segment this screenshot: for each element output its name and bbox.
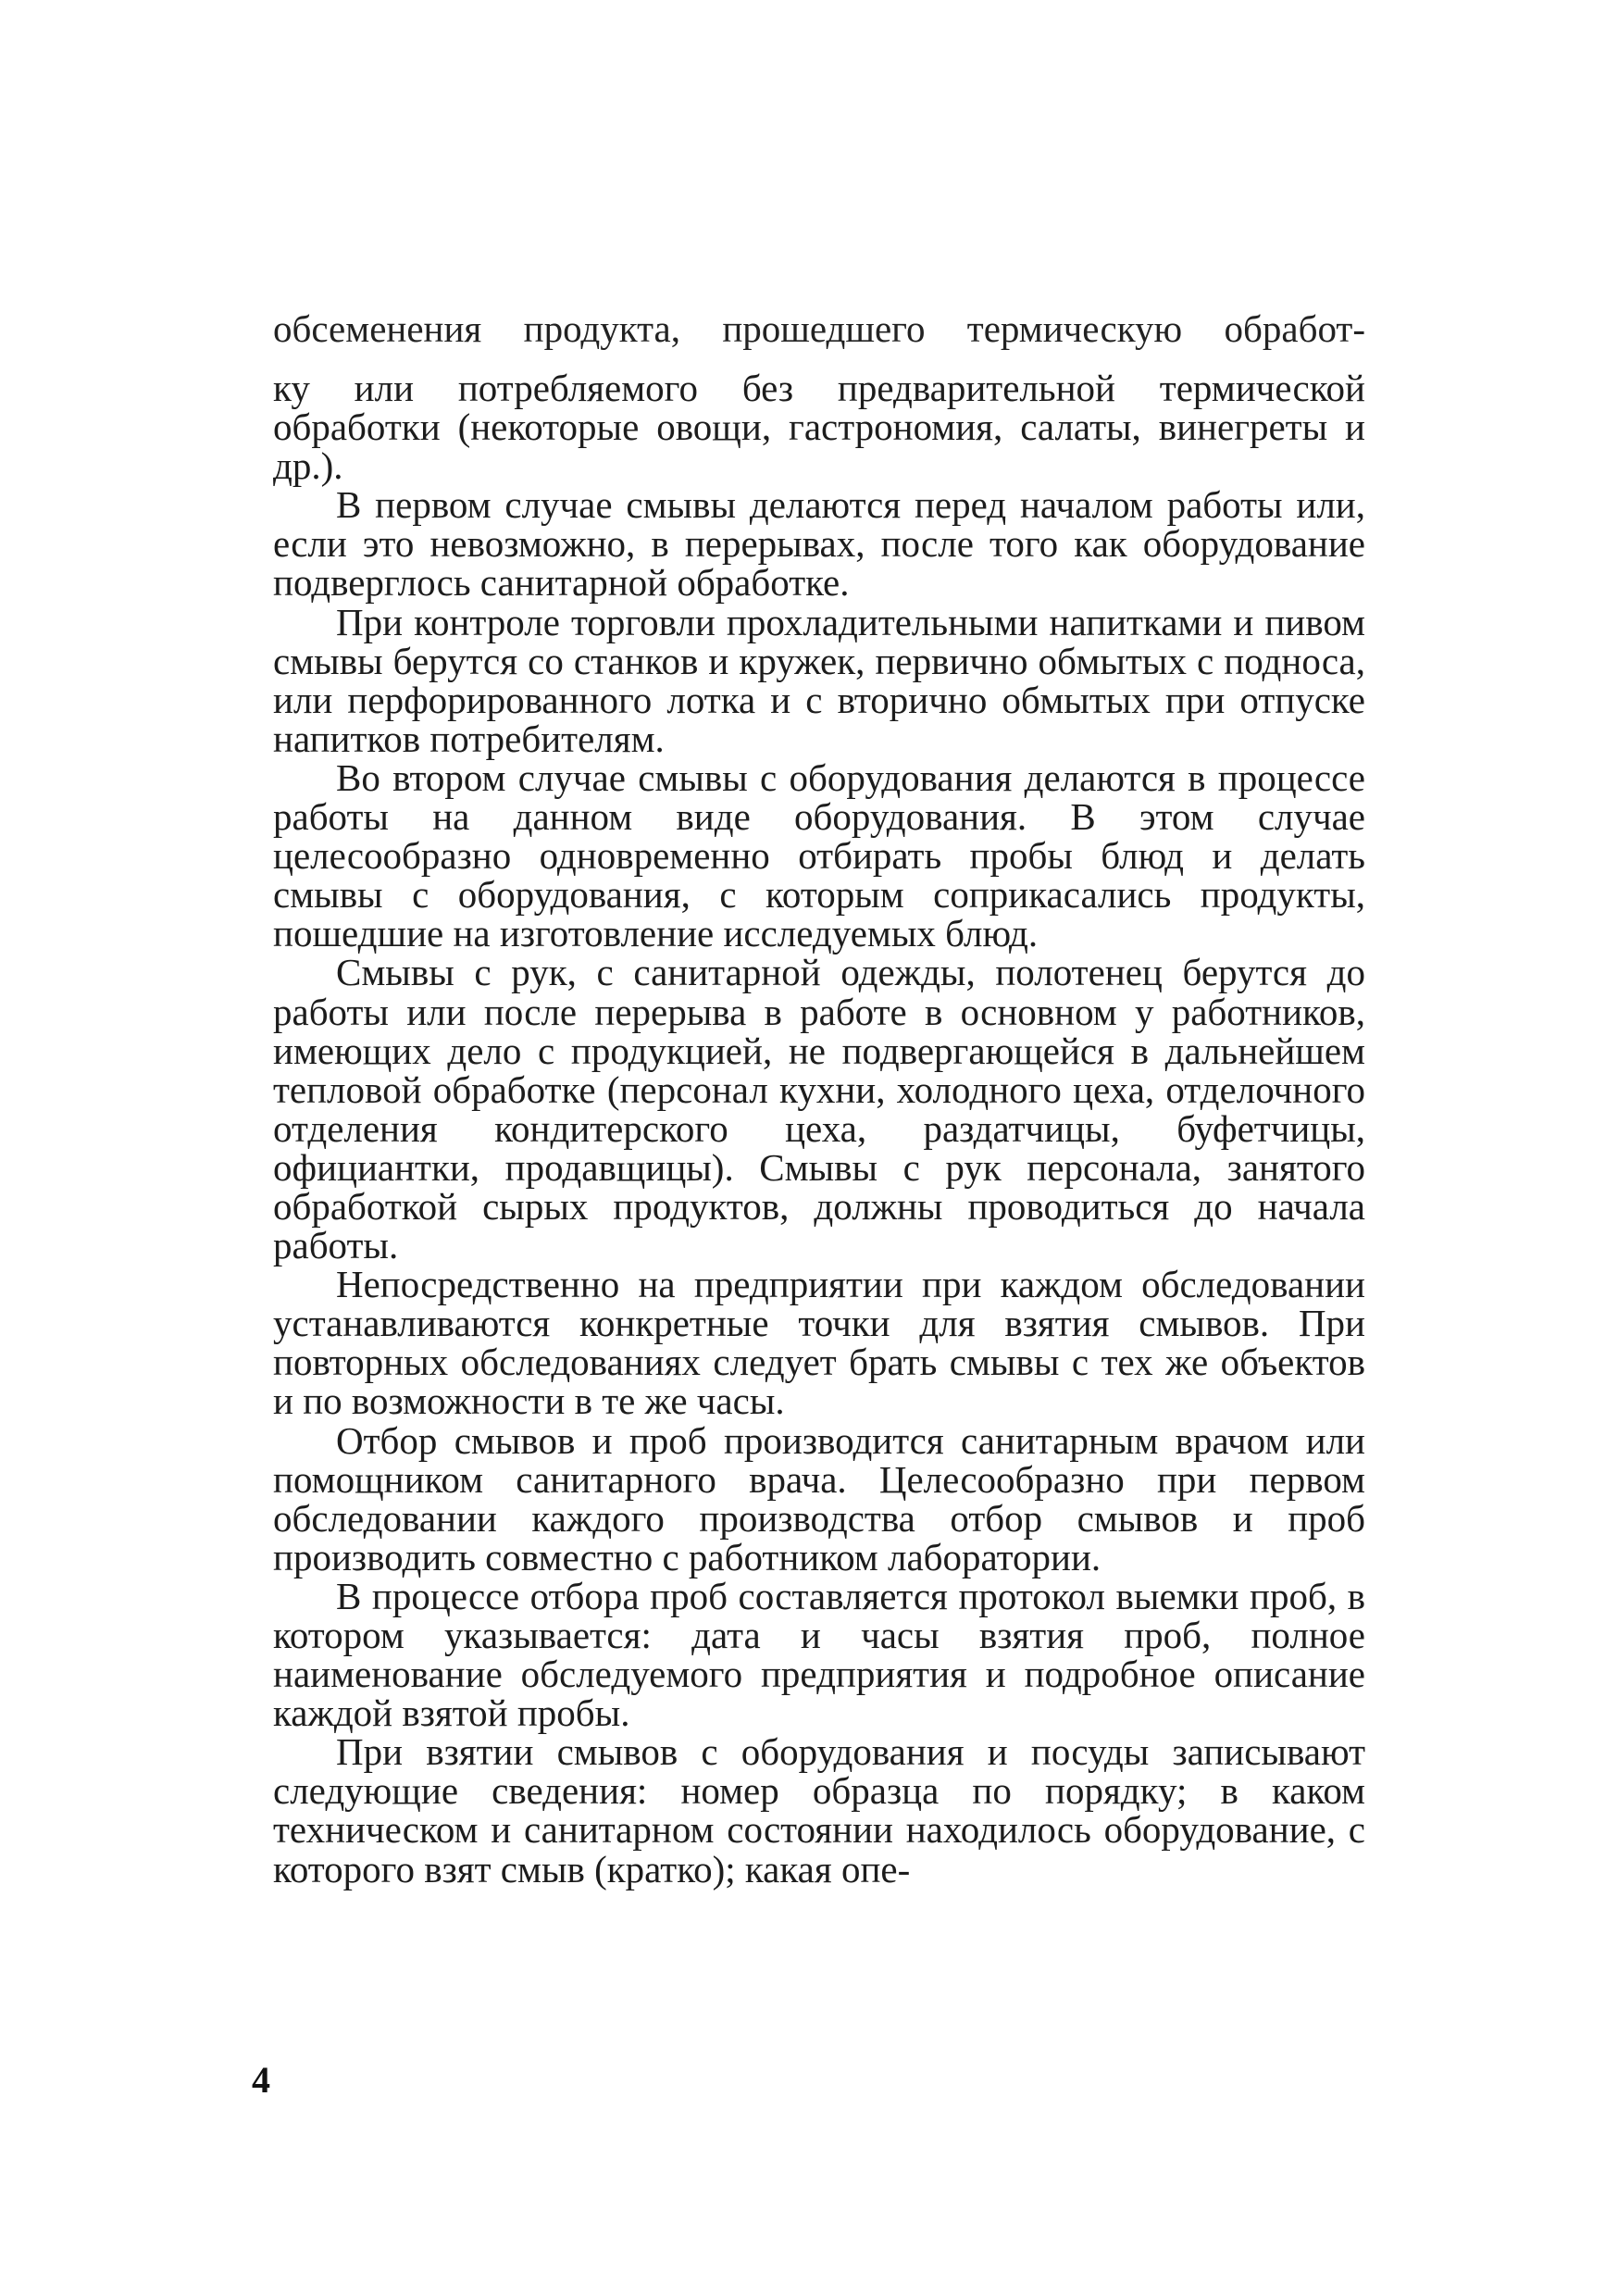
paragraph: В первом случае смывы делаются перед началом работы или, если это невозможно, в перерывах, после того как оборудование подверглось санитарной обработке. bbox=[273, 483, 1365, 605]
cut-off-top-line bbox=[273, 307, 1365, 357]
paragraph-continuation: ку или потребляемого без предварительной термической обработки (некоторые овощи, гастрономия, салаты, винегреты и др.). bbox=[273, 367, 1365, 488]
cut-off-top-line-text: обсеменения продукта, прошедшего термическую обработ- bbox=[273, 307, 1365, 350]
paragraph: При контроле торговли прохладительными напитками и пивом смывы берутся со станков и кружек, первично обмытых с подноса, или перфорированного лотка и с вторично обмытых при отпуске напитков потребителям. bbox=[273, 600, 1365, 760]
paragraph: Во втором случае смывы с оборудования делаются в процессе работы на данном виде оборудования. В этом случае целесообразно одновременно отбирать пробы блюд и делать смывы с оборудования, с которым соприкасались продукты, пошедшие на изготовление исследуемых блюд. bbox=[273, 755, 1365, 955]
paragraph: Смывы с рук, с санитарной одежды, полотенец берутся до работы или после перерыва в работе в основном у работников, имеющих дело с продукцией, не подвергающейся в дальнейшем тепловой обработке (персонал кухни, холодного цеха, отделочного отделения кондитерского цеха, раздатчицы, буфетчицы, официантки, продавщицы). Смывы с рук персонала, занятого обработкой сырых продуктов, должны проводиться до начала работы. bbox=[273, 951, 1365, 1267]
body-text bbox=[273, 368, 1365, 1889]
paragraph: Непосредственно на предприятии при каждом обследовании устанавливаются конкретные точки для взятия смывов. При повторных обследованиях следует брать смывы с тех же объектов и по возможности в те же часы. bbox=[273, 1263, 1365, 1423]
paragraph: При взятии смывов с оборудования и посуды записывают следующие сведения: номер образца по порядку; в каком техническом и санитарном состоянии находилось оборудование, с которого взят смыв (кратко); какая опе- bbox=[273, 1730, 1365, 1890]
paragraph: Отбор смывов и проб производится санитарным врачом или помощником санитарного врача. Целесообразно при первом обследовании каждого производства отбор смывов и проб производить совместно с работником лаборатории. bbox=[273, 1418, 1365, 1578]
page-number: 4 bbox=[252, 2059, 270, 2101]
paragraph: В процессе отбора проб составляется протокол выемки проб, в котором указывается: дата и часы взятия проб, полное наименование обследуемого предприятия и подробное описание каждой взятой пробы. bbox=[273, 1574, 1365, 1735]
